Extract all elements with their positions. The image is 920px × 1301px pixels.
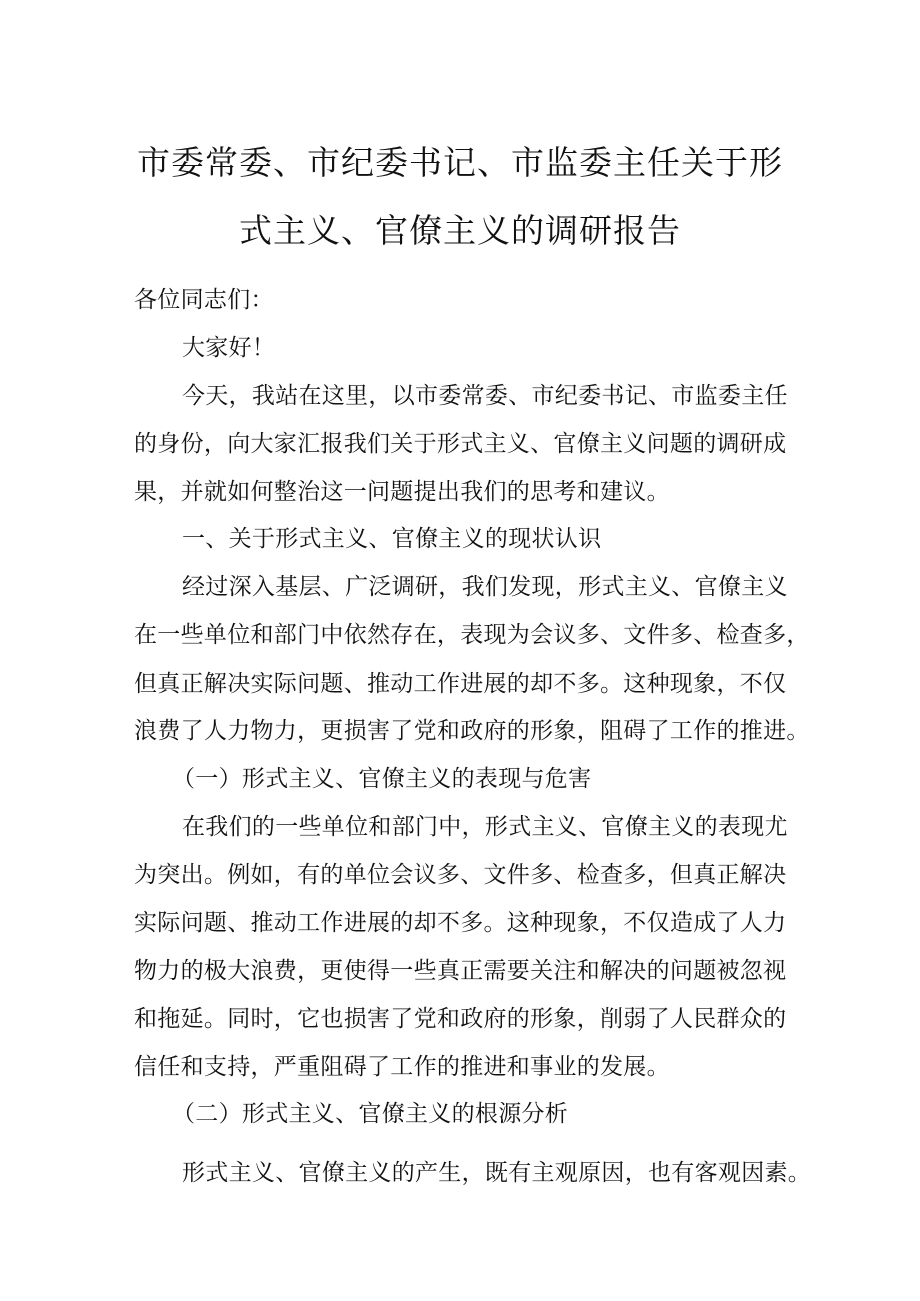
sub2-line: 形式主义、官僚主义的产生，既有主观原因，也有客观因素。 bbox=[182, 1160, 812, 1186]
sub1-line: 信任和支持，严重阻碍了工作的推进和事业的发展。 bbox=[134, 1054, 670, 1080]
intro-line: 今天，我站在这里，以市委常委、市纪委书记、市监委主任 bbox=[182, 383, 788, 409]
sub1-line: 实际问题、推动工作进展的却不多。这种现象，不仅造成了人力 bbox=[134, 910, 787, 936]
subsection-heading: （一）形式主义、官僚主义的表现与危害 bbox=[172, 766, 592, 792]
intro-line: 果，并就如何整治这一问题提出我们的思考和建议。 bbox=[134, 479, 670, 505]
section1-line: 经过深入基层、广泛调研，我们发现，形式主义、官僚主义 bbox=[182, 574, 788, 600]
document-title-line-1: 市委常委、市纪委书记、市监委主任关于形 bbox=[137, 143, 783, 182]
section-heading: 一、关于形式主义、官僚主义的现状认识 bbox=[182, 526, 602, 552]
salutation: 各位同志们： bbox=[134, 287, 274, 313]
document-title-line-2: 式主义、官僚主义的调研报告 bbox=[239, 211, 681, 250]
section1-line: 但真正解决实际问题、推动工作进展的却不多。这种现象，不仅 bbox=[134, 671, 787, 697]
sub1-line: 为突出。例如，有的单位会议多、文件多、检查多，但真正解决 bbox=[134, 862, 787, 888]
sub1-line: 物力的极大浪费，更使得一些真正需要关注和解决的问题被忽视 bbox=[134, 958, 787, 984]
section1-line: 在一些单位和部门中依然存在，表现为会议多、文件多、检查多， bbox=[134, 622, 810, 648]
greeting: 大家好！ bbox=[182, 335, 276, 361]
sub1-line: 在我们的一些单位和部门中，形式主义、官僚主义的表现尤 bbox=[182, 814, 788, 840]
intro-line: 的身份，向大家汇报我们关于形式主义、官僚主义问题的调研成 bbox=[134, 431, 787, 457]
section1-line: 浪费了人力物力，更损害了党和政府的形象，阻碍了工作的推进。 bbox=[134, 718, 810, 744]
sub1-line: 和拖延。同时，它也损害了党和政府的形象，削弱了人民群众的 bbox=[134, 1006, 787, 1032]
subsection-heading: （二）形式主义、官僚主义的根源分析 bbox=[172, 1101, 569, 1127]
